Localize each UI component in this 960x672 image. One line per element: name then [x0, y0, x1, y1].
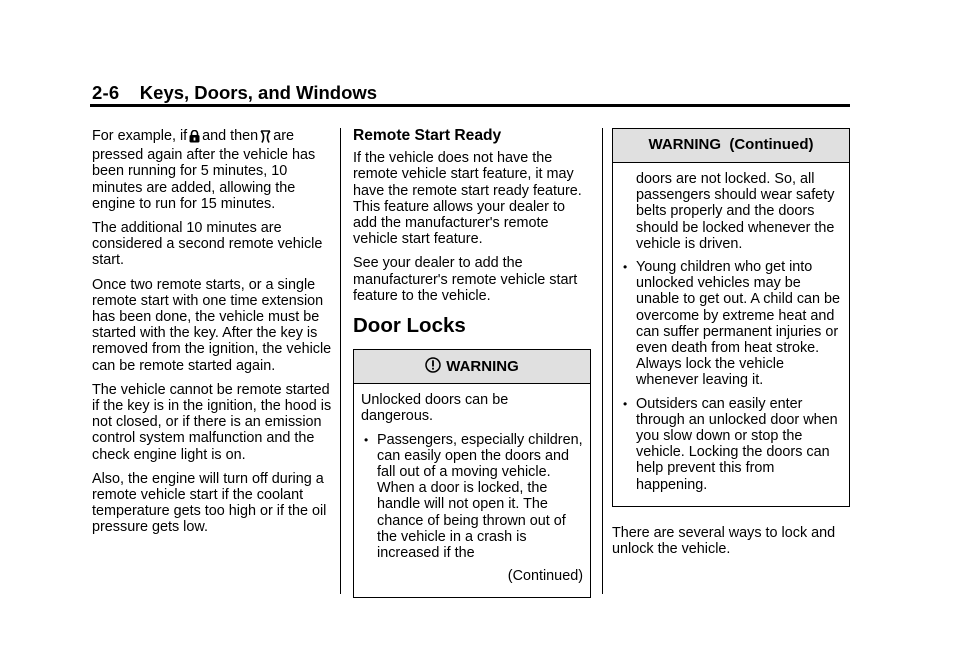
column-1 [92, 128, 332, 544]
page-number: 2-6 [92, 82, 120, 103]
warning-header [613, 129, 849, 163]
subheading: Remote Start Ready [353, 127, 502, 144]
warning-intro: Unlocked doors can be dangerous. [361, 392, 509, 425]
bullet: • [364, 432, 369, 447]
paragraph: The vehicle cannot be remote started if the key is in the ignition, the hood is not closed, or if there is an emission control system malfunction and the check engine light is on. [92, 381, 332, 463]
list-item: • Young children who get into unlocked vehicles may be unable to get out. A child can be overcome by extreme heat and can suffer permanent injuries or even death from heat stroke. Always lock the vehicle whenever leaving it. [623, 259, 841, 389]
column-divider [602, 128, 603, 594]
paragraph: Also, the engine will turn off during a remote vehicle start if the coolant temperature gets too high or if the oil pressure gets low. [92, 470, 327, 536]
list-item: • Outsiders can easily enter through an unlocked door when you slow down or stop the vehicle. Locking the doors can help prevent this from happening. [623, 395, 838, 493]
paragraph: Once two remote starts, or a single remote start with one time extension has been done, the vehicle must be started with the key. After the key is removed from the ignition, the vehicle can be remote started again. [92, 276, 332, 374]
list-item: • Passengers, especially children, can easily open the doors and fall out of a moving vehicle. When a door is locked, the handle will not open it. The chance of being thrown out of the vehicle in a crash is increased if the [364, 431, 583, 562]
section-title: Keys, Doors, and Windows [139, 82, 378, 103]
column-3 [612, 128, 852, 565]
bullet: • [623, 260, 628, 275]
warning-box [612, 128, 850, 507]
warning-title: WARNING (Continued) [648, 136, 814, 154]
bullet: • [623, 396, 628, 411]
warning-icon [425, 357, 441, 377]
warning-box [353, 349, 591, 598]
paragraph: If the vehicle does not have the remote vehicle start feature, it may have the remote start ready feature. This feature allows your dealer to add the manufacturer's remote vehicle start feature. [353, 150, 582, 248]
warning-body [354, 384, 590, 597]
warning-continued-text: doors are not locked. So, all passengers should wear safety belts properly and the doors should be locked whenever the vehicle is driven. [636, 171, 835, 252]
paragraph: See your dealer to add the manufacturer's remote vehicle start feature to the vehicle. [353, 255, 578, 304]
lock-icon [189, 130, 200, 147]
header-rule [90, 104, 850, 107]
paragraph: For example, if and then are pressed again after the vehicle has been running for 5 minutes, 10 minutes are added, allowing the engine to run for 15 minutes. [92, 128, 316, 212]
remote-start-icon [260, 130, 271, 147]
warning-title: WARNING [446, 357, 519, 375]
continued-label: (Continued) [507, 568, 583, 585]
paragraph: The additional 10 minutes are considered a second remote vehicle start. [92, 220, 323, 269]
column-2 [353, 128, 591, 598]
column-divider [340, 128, 341, 594]
section-heading: Door Locks [353, 314, 466, 338]
warning-body [613, 163, 849, 506]
paragraph: There are several ways to lock and unlock the vehicle. [612, 524, 836, 558]
warning-header [354, 350, 590, 384]
